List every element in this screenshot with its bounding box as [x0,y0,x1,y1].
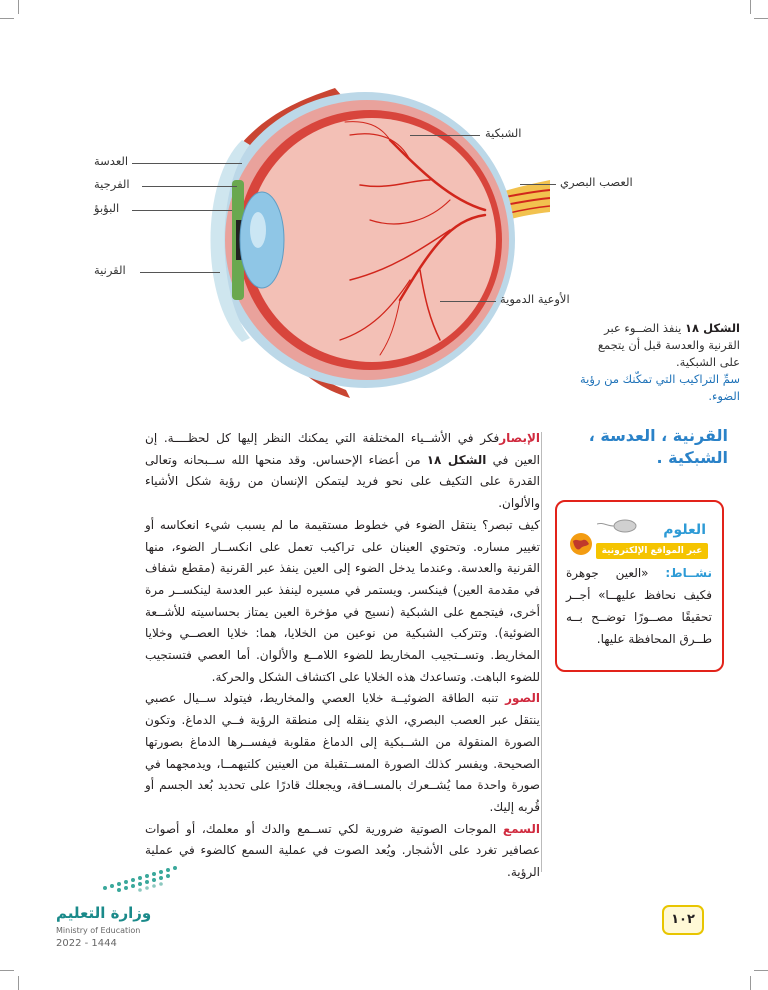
globe-icon [569,532,593,556]
leader-line [140,272,220,273]
page-number: ١٠٢ [662,905,704,935]
online-activity-box [555,500,724,672]
figure-reference: الشكل ١٨ [426,452,487,467]
mouse-icon [597,518,637,534]
activity-banner: عبر المواقع الإلكترونية [596,543,708,559]
edition-year: 2022 - 1444 [56,938,117,949]
caption-text: ينفذ الضــوء عبر القرنية والعدسة قبل أن يتجمع على الشبكية. [597,321,740,369]
label-retina: الشبكية [485,126,522,140]
activity-title: العلوم [663,522,706,538]
crop-mark [0,18,14,19]
crop-mark [750,0,751,14]
paragraph-how-we-see: كيف تبصر؟ ينتقل الضوء في خطوط مستقيمة ما لم يسبب شيء انعكاسه أو تغيير مساره. وتحتوي العينان على تراكيب تعمل على انكســار الضوء، منها القرنية والعدسة. وعندما يدخل الضوء إلى العين ينفذ عبر القرنية (مقطع شفاف في مقدمة العين) فينكسر. ويستمر في مسيره لينفذ عبر العدسة لينكســر مرة أخرى، فيتجمع على الشبكية (نسيج في مؤخرة العين يمتاز بحساسيته للأشــعة الضوئية). وتتركب الشبكية من نوعين من الخلايا، هما: خلايا العصــي وخلايا المخاريط. وتســتجيب المخاريط للضوء اللامــع والألوان. أما العصي فتستجيب للضوء الباهت. وتساعدك هذه الخلايا على اكتشاف الشكل والحركة. [145,517,540,684]
paragraph-images: الصور تنبه الطاقة الضوئيــة خلايا العصي والمخاريط، فيتولد ســيال عصبي ينتقل عبر العصب البصري، الذي ينقله إلى منطقة الرؤية فــي الدماغ. وتكون الصورة المنقولة من الشــبكية إلى الدماغ مقلوبة فيفســرها الدماغ بصورتها الصحيحة. ويفسر كذلك الصورة المســتقبلة من العينين كلتيهمــا، ويدمجهما في صورة واحدة مما يُشــعرك بالمســافة، ويجعلك قادرًا على تحديد بُعد الجسم أو قُربه إليك. [145,691,540,814]
label-pupil: الفرجية [94,177,130,191]
leader-line [142,186,237,187]
leader-line [410,135,480,136]
label-lens: العدسة [94,154,129,168]
leader-line [440,301,496,302]
figure-number: الشكل ١٨ [685,321,740,335]
paragraph-hearing: السمع الموجات الصوتية ضرورية لكي تســمع والدك أو معلمك، أو أصوات عصافير تغرد على الأشجار. ويُعد الصوت في عملية السمع كالضوء في عملية الرؤية. [145,821,540,880]
retina-inner [248,118,496,362]
term-hearing: السمع [502,821,540,836]
ministry-name-en: Ministry of Education [56,926,141,935]
term-vision: الإبصار [499,431,540,445]
activity-text: نشــاط: «العين جوهرة فكيف نحافظ عليهــا» أجــر تحقيقًا مصــورًا توضــح بــه طــرق المحافظة عليها. [566,566,712,646]
ministry-name-ar: وزارة التعليم [56,904,152,922]
figure-caption [575,320,740,405]
crop-mark [0,970,14,971]
crop-mark [750,976,751,990]
activity-label: نشــاط: [665,566,712,580]
ministry-logo [52,860,162,950]
label-optic-nerve: العصب البصري [560,175,633,189]
crop-mark [18,976,19,990]
caption-question: سمِّ التراكيب التي تمكّنك من رؤية الضوء. [579,372,740,403]
leader-line [132,210,232,211]
leader-line [520,184,556,185]
crop-mark [18,0,19,14]
crop-mark [754,970,768,971]
label-iris: البؤبؤ [94,201,120,215]
leader-line [132,163,242,164]
column-divider [541,432,542,872]
label-blood-vessels: الأوعية الدموية [500,292,570,306]
term-images: الصور [505,691,540,706]
paragraph-vision: الإبصارفكر في الأشــياء المختلفة التي يمكنك النظر إليها كل لحظــــة. إن العين في الشكل ١٨ من أعضاء الإحساس. وقد منحها الله ســبحانه وتعالى القدرة على التكيف على نحو فريد ليتمكن الإنسان من رؤية شكل الأشياء والألوان. [145,431,541,511]
crop-mark [754,18,768,19]
main-text [145,428,540,884]
label-cornea: القرنية [94,263,126,277]
key-terms: القرنية ، العدسة ، الشبكية . [588,426,728,467]
activity-header [567,512,712,558]
